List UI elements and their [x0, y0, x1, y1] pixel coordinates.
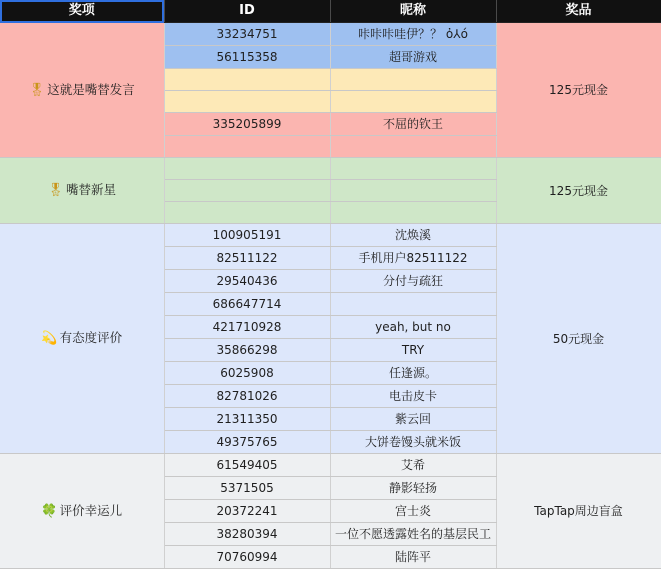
nickname-cell[interactable]: 咔咔咔哇伊？？ ὀ⅄ό [330, 23, 496, 46]
nickname-cell[interactable] [330, 180, 496, 202]
nickname-cell[interactable]: 紫云回 [330, 408, 496, 431]
award-cell[interactable] [0, 23, 164, 158]
nickname-cell[interactable] [330, 202, 496, 224]
award-label: 评价幸运儿 [59, 502, 123, 518]
nickname-cell[interactable]: 大饼卷馒头就米饭 [330, 431, 496, 454]
nickname-cell[interactable]: 任逢源。 [330, 362, 496, 385]
id-cell[interactable]: 82781026 [164, 385, 330, 408]
prize-cell[interactable]: 125元现金 [496, 158, 661, 224]
nickname-cell[interactable]: yeah, but no [330, 316, 496, 339]
table-row [0, 23, 661, 46]
id-cell[interactable]: 82511122 [164, 247, 330, 270]
id-cell[interactable] [164, 136, 330, 158]
award-label: 嘴替新星 [66, 182, 117, 197]
nickname-cell[interactable] [330, 136, 496, 158]
nickname-cell[interactable] [330, 69, 496, 91]
awards-body [0, 23, 661, 569]
id-cell[interactable]: 20372241 [164, 500, 330, 523]
id-cell[interactable]: 686647714 [164, 293, 330, 316]
id-cell[interactable] [164, 158, 330, 180]
id-cell[interactable] [164, 202, 330, 224]
nickname-cell[interactable]: 电击皮卡 [330, 385, 496, 408]
shooting-star-icon: 💫 [41, 331, 58, 346]
id-cell[interactable]: 38280394 [164, 523, 330, 546]
clover-icon: 🍀 [41, 503, 58, 519]
id-cell[interactable]: 35866298 [164, 339, 330, 362]
award-cell[interactable] [0, 224, 164, 454]
table-row [0, 224, 661, 247]
id-cell[interactable]: 100905191 [164, 224, 330, 247]
award-cell[interactable] [0, 158, 164, 224]
award-cell[interactable] [0, 454, 164, 569]
id-cell[interactable]: 6025908 [164, 362, 330, 385]
nickname-cell[interactable]: 静影轻扬 [330, 477, 496, 500]
header-id[interactable]: ID [164, 0, 330, 23]
nickname-cell[interactable] [330, 158, 496, 180]
header-prize[interactable]: 奖品 [496, 0, 661, 23]
nickname-cell[interactable]: 不屈的钦王 [330, 113, 496, 136]
nickname-cell[interactable]: 陆阵平 [330, 546, 496, 569]
award-label: 有态度评价 [59, 330, 123, 345]
id-cell[interactable]: 421710928 [164, 316, 330, 339]
table-row [0, 158, 661, 180]
nickname-cell[interactable]: 宫士炎 [330, 500, 496, 523]
header-row [0, 0, 661, 23]
nickname-cell[interactable]: 分付与疏狂 [330, 270, 496, 293]
id-cell[interactable]: 61549405 [164, 454, 330, 477]
prize-cell[interactable]: TapTap周边盲盒 [496, 454, 661, 569]
nickname-cell[interactable]: 沈焕溪 [330, 224, 496, 247]
header-nickname[interactable]: 昵称 [330, 0, 496, 23]
id-cell[interactable]: 29540436 [164, 270, 330, 293]
id-cell[interactable] [164, 180, 330, 202]
id-cell[interactable]: 5371505 [164, 477, 330, 500]
nickname-cell[interactable] [330, 91, 496, 113]
nickname-cell[interactable]: 手机用户82511122 [330, 247, 496, 270]
id-cell[interactable] [164, 91, 330, 113]
award-label: 这就是嘴替发言 [47, 81, 135, 97]
nickname-cell[interactable]: 超哥游戏 [330, 46, 496, 69]
nickname-cell[interactable]: 艾希 [330, 454, 496, 477]
id-cell[interactable]: 56115358 [164, 46, 330, 69]
nickname-cell[interactable]: TRY [330, 339, 496, 362]
id-cell[interactable]: 21311350 [164, 408, 330, 431]
medal-icon: 🎖 [28, 82, 46, 98]
nickname-cell[interactable]: 一位不愿透露姓名的基层民工 [330, 523, 496, 546]
id-cell[interactable]: 335205899 [164, 113, 330, 136]
header-award[interactable]: 奖项 [0, 0, 164, 23]
id-cell[interactable] [164, 69, 330, 91]
id-cell[interactable]: 33234751 [164, 23, 330, 46]
table-row [0, 454, 661, 477]
prize-cell[interactable]: 125元现金 [496, 23, 661, 158]
prize-cell[interactable]: 50元现金 [496, 224, 661, 454]
id-cell[interactable]: 49375765 [164, 431, 330, 454]
medal-icon: 🎖 [47, 183, 64, 198]
id-cell[interactable]: 70760994 [164, 546, 330, 569]
nickname-cell[interactable] [330, 293, 496, 316]
